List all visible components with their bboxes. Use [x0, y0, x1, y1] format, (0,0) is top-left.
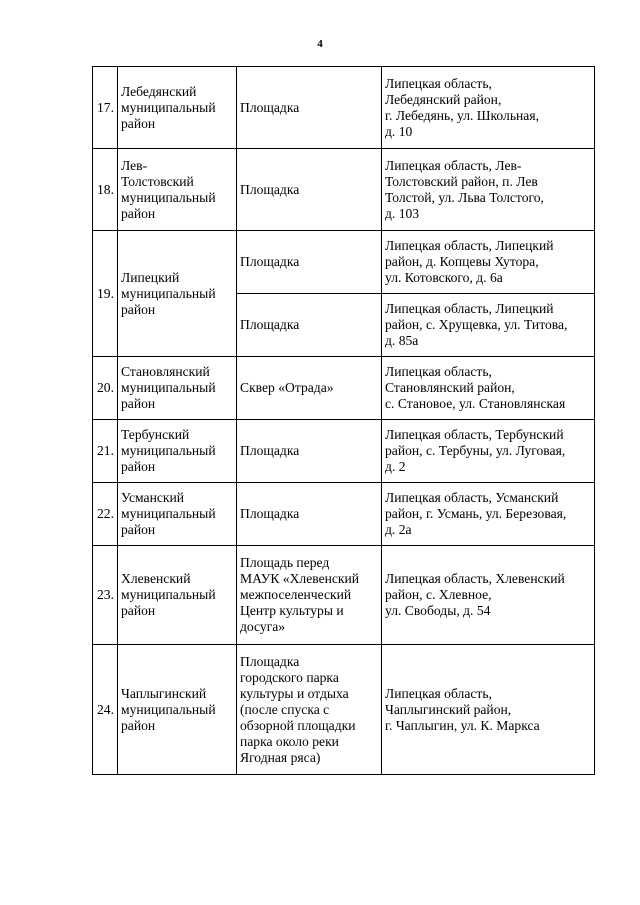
row-number: 20. — [93, 357, 118, 420]
row-number: 19. — [93, 231, 118, 357]
district-cell: Лебедянский муниципальный район — [118, 67, 237, 149]
row-number: 17. — [93, 67, 118, 149]
row-number: 21. — [93, 420, 118, 483]
address-cell: Липецкая область, Усманский район, г. Усмань, ул. Березовая, д. 2а — [382, 483, 595, 546]
address-cell: Липецкая область, Липецкий район, д. Копцевы Хутора, ул. Котовского, д. 6а — [382, 231, 595, 294]
table-row — [93, 546, 595, 645]
address-cell: Липецкая область, Становлянский район, с. Становое, ул. Становлянская — [382, 357, 595, 420]
venue-cell: Площадка городского парка культуры и отдыха (после спуска с обзорной площадки парка около реки Ягодная ряса) — [237, 645, 382, 775]
district-cell: Хлевенский муниципальный район — [118, 546, 237, 645]
table-row — [93, 67, 595, 149]
venue-cell: Площадка — [237, 483, 382, 546]
district-cell: Чаплыгинский муниципальный район — [118, 645, 237, 775]
table-row — [93, 483, 595, 546]
venue-cell: Площадка — [237, 420, 382, 483]
row-number: 22. — [93, 483, 118, 546]
venue-cell: Сквер «Отрада» — [237, 357, 382, 420]
row-number: 23. — [93, 546, 118, 645]
table-row — [93, 645, 595, 775]
district-cell: Усманский муниципальный район — [118, 483, 237, 546]
table-row — [93, 357, 595, 420]
address-cell: Липецкая область, Хлевенский район, с. Хлевное, ул. Свободы, д. 54 — [382, 546, 595, 645]
district-cell: Становлянский муниципальный район — [118, 357, 237, 420]
district-cell: Лев- Толстовский муниципальный район — [118, 149, 237, 231]
venue-cell: Площадка — [237, 231, 382, 294]
venue-cell: Площадка — [237, 67, 382, 149]
table-row — [93, 420, 595, 483]
address-cell: Липецкая область, Липецкий район, с. Хрущевка, ул. Титова, д. 85а — [382, 294, 595, 357]
address-cell: Липецкая область, Чаплыгинский район, г. Чаплыгин, ул. К. Маркса — [382, 645, 595, 775]
venue-cell: Площадка — [237, 294, 382, 357]
address-cell: Липецкая область, Лебедянский район, г. Лебедянь, ул. Школьная, д. 10 — [382, 67, 595, 149]
district-cell: Липецкий муниципальный район — [118, 231, 237, 357]
table-row — [93, 149, 595, 231]
row-number: 18. — [93, 149, 118, 231]
page-number: 4 — [317, 38, 323, 50]
venue-cell: Площадка — [237, 149, 382, 231]
venues-table — [92, 66, 595, 775]
venue-cell: Площадь перед МАУК «Хлевенский межпоселенческий Центр культуры и досуга» — [237, 546, 382, 645]
address-cell: Липецкая область, Тербунский район, с. Тербуны, ул. Луговая, д. 2 — [382, 420, 595, 483]
address-cell: Липецкая область, Лев- Толстовский район, п. Лев Толстой, ул. Льва Толстого, д. 103 — [382, 149, 595, 231]
row-number: 24. — [93, 645, 118, 775]
table-row — [93, 231, 595, 294]
district-cell: Тербунский муниципальный район — [118, 420, 237, 483]
